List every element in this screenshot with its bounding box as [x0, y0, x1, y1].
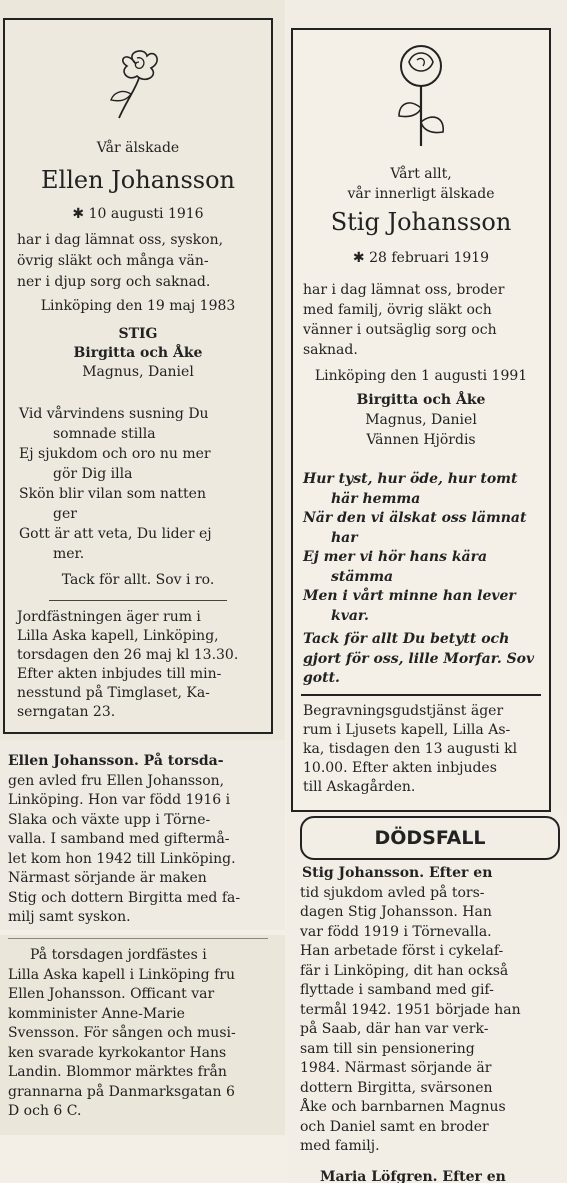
- divider: [49, 600, 227, 601]
- thanks-line: Tack för allt. Sov i ro.: [61, 572, 215, 588]
- thanks-line: Tack för allt Du betytt och: [303, 631, 510, 647]
- intro-line: Vårt allt,: [390, 166, 452, 182]
- poem-line: Vid vårvindens susning Du: [19, 406, 209, 422]
- birth-date: ✱ 28 februari 1919: [352, 250, 490, 266]
- message-line: övrig släkt och många vän-: [17, 253, 209, 269]
- poem-line: Hur tyst, hur öde, hur tomt: [303, 471, 518, 487]
- message-line: med familj, övrig släkt och: [303, 302, 492, 318]
- memorial-poem: [19, 404, 259, 564]
- poem-line: här hemma: [331, 490, 421, 507]
- funeral-line: ka, tisdagen den 13 augusti kl: [303, 741, 518, 757]
- message-line: har i dag lämnat oss, broder: [303, 282, 505, 298]
- family-member: Magnus, Daniel: [82, 364, 194, 380]
- obituary-line: gen avled fru Ellen Johansson,: [8, 772, 225, 789]
- funeral-line: Efter akten inbjudes till min-: [17, 666, 222, 682]
- funeral-line: till Askagården.: [303, 779, 416, 795]
- obituary-line: Han arbetade först i cykelaf-: [300, 943, 504, 959]
- place-date: Linköping den 19 maj 1983: [40, 298, 236, 314]
- obituary-line: Ellen Johansson. På torsda-: [8, 753, 224, 769]
- notice-message: [17, 230, 261, 293]
- message-line: har i dag lämnat oss, syskon,: [17, 232, 224, 248]
- family-member: Birgitta och Åke: [73, 345, 203, 361]
- funeral-line: nesstund på Timglaset, Ka-: [17, 685, 210, 701]
- poem-line: stämma: [331, 568, 394, 585]
- funeral-info: [303, 702, 541, 797]
- funeral-line: torsdagen den 26 maj kl 13.30.: [17, 647, 239, 663]
- obituary-line: 1984. Närmast sörjande är: [300, 1060, 492, 1076]
- divider: [301, 694, 541, 696]
- memorial-poem: [303, 470, 541, 626]
- obituary-line: let kom hon 1942 till Linköping.: [8, 850, 236, 867]
- family-member: STIG: [118, 326, 158, 342]
- message-line: ner i djup sorg och saknad.: [17, 274, 211, 290]
- poem-line: Skön blir vilan som natten: [19, 486, 206, 502]
- family-member: Vännen Hjördis: [366, 432, 476, 448]
- right-obituary: [300, 864, 558, 1157]
- left-funeral-report: [8, 946, 278, 1122]
- poem-line: mer.: [53, 546, 85, 562]
- rose-icon: [389, 42, 453, 152]
- obituary-line: Slaka och växte upp i Törne-: [8, 811, 211, 828]
- poem-line: Men i vårt minne han lever: [303, 588, 516, 604]
- right-death-notice: [291, 28, 551, 812]
- thanks-block: [303, 630, 541, 689]
- report-line: komminister Anne-Marie: [8, 1005, 185, 1022]
- left-death-notice: [3, 18, 273, 734]
- funeral-line: serngatan 23.: [17, 704, 116, 720]
- obituary-line: med familj.: [300, 1138, 380, 1154]
- obituary-line: dottern Birgitta, svärsonen: [300, 1079, 493, 1096]
- funeral-line: rum i Ljusets kapell, Lilla As-: [303, 722, 511, 738]
- funeral-line: Lilla Aska kapell, Linköping,: [17, 628, 219, 644]
- message-line: vänner i outsäglig sorg och: [303, 322, 497, 338]
- obituary-line: valla. I samband med giftermå-: [8, 831, 230, 847]
- funeral-line: Jordfästningen äger rum i: [17, 609, 201, 625]
- section-heading: DÖDSFALL: [374, 827, 486, 849]
- obituary-line: termål 1942. 1951 började han: [300, 1001, 521, 1018]
- rose-icon: [101, 42, 171, 122]
- family-member: Birgitta och Åke: [356, 392, 486, 408]
- funeral-line: 10.00. Efter akten inbjudes: [303, 760, 497, 776]
- deceased-name: Ellen Johansson: [41, 166, 235, 194]
- left-obituary: [8, 752, 276, 928]
- place-date: Linköping den 1 augusti 1991: [314, 368, 528, 384]
- report-line: Lilla Aska kapell i Linköping fru: [8, 966, 235, 983]
- poem-line: Gott är att veta, Du lider ej: [19, 526, 212, 542]
- poem-line: När den vi älskat oss lämnat: [303, 510, 527, 526]
- next-obituary-fragment: Maria Löfgren. Efter en: [320, 1170, 506, 1183]
- deceased-name: Stig Johansson: [330, 208, 512, 236]
- poem-line: har: [331, 529, 358, 546]
- obituary-line: var född 1919 i Törnevalla.: [300, 923, 492, 940]
- report-line: ken svarade kyrkokantor Hans: [8, 1044, 227, 1061]
- torn-edge: [8, 938, 268, 939]
- section-heading-box: [300, 816, 560, 860]
- report-line: Landin. Blommor märktes från: [8, 1064, 227, 1080]
- funeral-info: [17, 608, 261, 722]
- obituary-line: dagen Stig Johansson. Han: [300, 904, 492, 920]
- obituary-line: och Daniel samt en broder: [300, 1118, 489, 1135]
- poem-line: ger: [53, 506, 77, 522]
- obituary-line: Stig Johansson. Efter en: [302, 865, 493, 881]
- report-line: Ellen Johansson. Officant var: [8, 986, 215, 1002]
- notice-message: [303, 280, 539, 360]
- obituary-line: milj samt syskon.: [8, 909, 131, 925]
- obituary-line: Åke och barnbarnen Magnus: [300, 1099, 506, 1115]
- thanks-line: gott.: [303, 670, 340, 686]
- message-line: saknad.: [303, 342, 358, 358]
- thanks-line: gjort för oss, lille Morfar. Sov: [303, 650, 535, 667]
- obituary-line: Stig och dottern Birgitta med fa-: [8, 889, 241, 906]
- intro-line: vår innerligt älskade: [347, 186, 495, 202]
- obituary-line: Närmast sörjande är maken: [8, 870, 207, 886]
- poem-line: kvar.: [331, 607, 369, 624]
- obituary-line: tid sjukdom avled på tors-: [300, 884, 485, 901]
- obituary-line: sam till sin pensionering: [300, 1040, 475, 1057]
- report-line: Svensson. För sången och musi-: [8, 1025, 236, 1041]
- funeral-line: Begravningsgudstjänst äger: [303, 703, 504, 719]
- obituary-line: Linköping. Hon var född 1916 i: [8, 792, 231, 808]
- obituary-line: flyttade i samband med gif-: [300, 982, 494, 998]
- report-line: grannarna på Danmarksgatan 6: [8, 1083, 235, 1100]
- poem-line: somnade stilla: [53, 426, 156, 442]
- poem-line: Ej sjukdom och oro nu mer: [19, 446, 211, 462]
- poem-line: Ej mer vi hör hans kära: [303, 549, 488, 565]
- family-member: Magnus, Daniel: [365, 412, 477, 428]
- report-line: D och 6 C.: [8, 1103, 82, 1119]
- obituary-line: fär i Linköping, dit han också: [300, 962, 509, 979]
- intro-line: Vår älskade: [96, 140, 180, 156]
- obituary-line: på Saab, där han var verk-: [300, 1021, 489, 1037]
- report-line: På torsdagen jordfästes i: [30, 947, 207, 963]
- birth-date: ✱ 10 augusti 1916: [72, 206, 204, 222]
- poem-line: gör Dig illa: [53, 466, 133, 482]
